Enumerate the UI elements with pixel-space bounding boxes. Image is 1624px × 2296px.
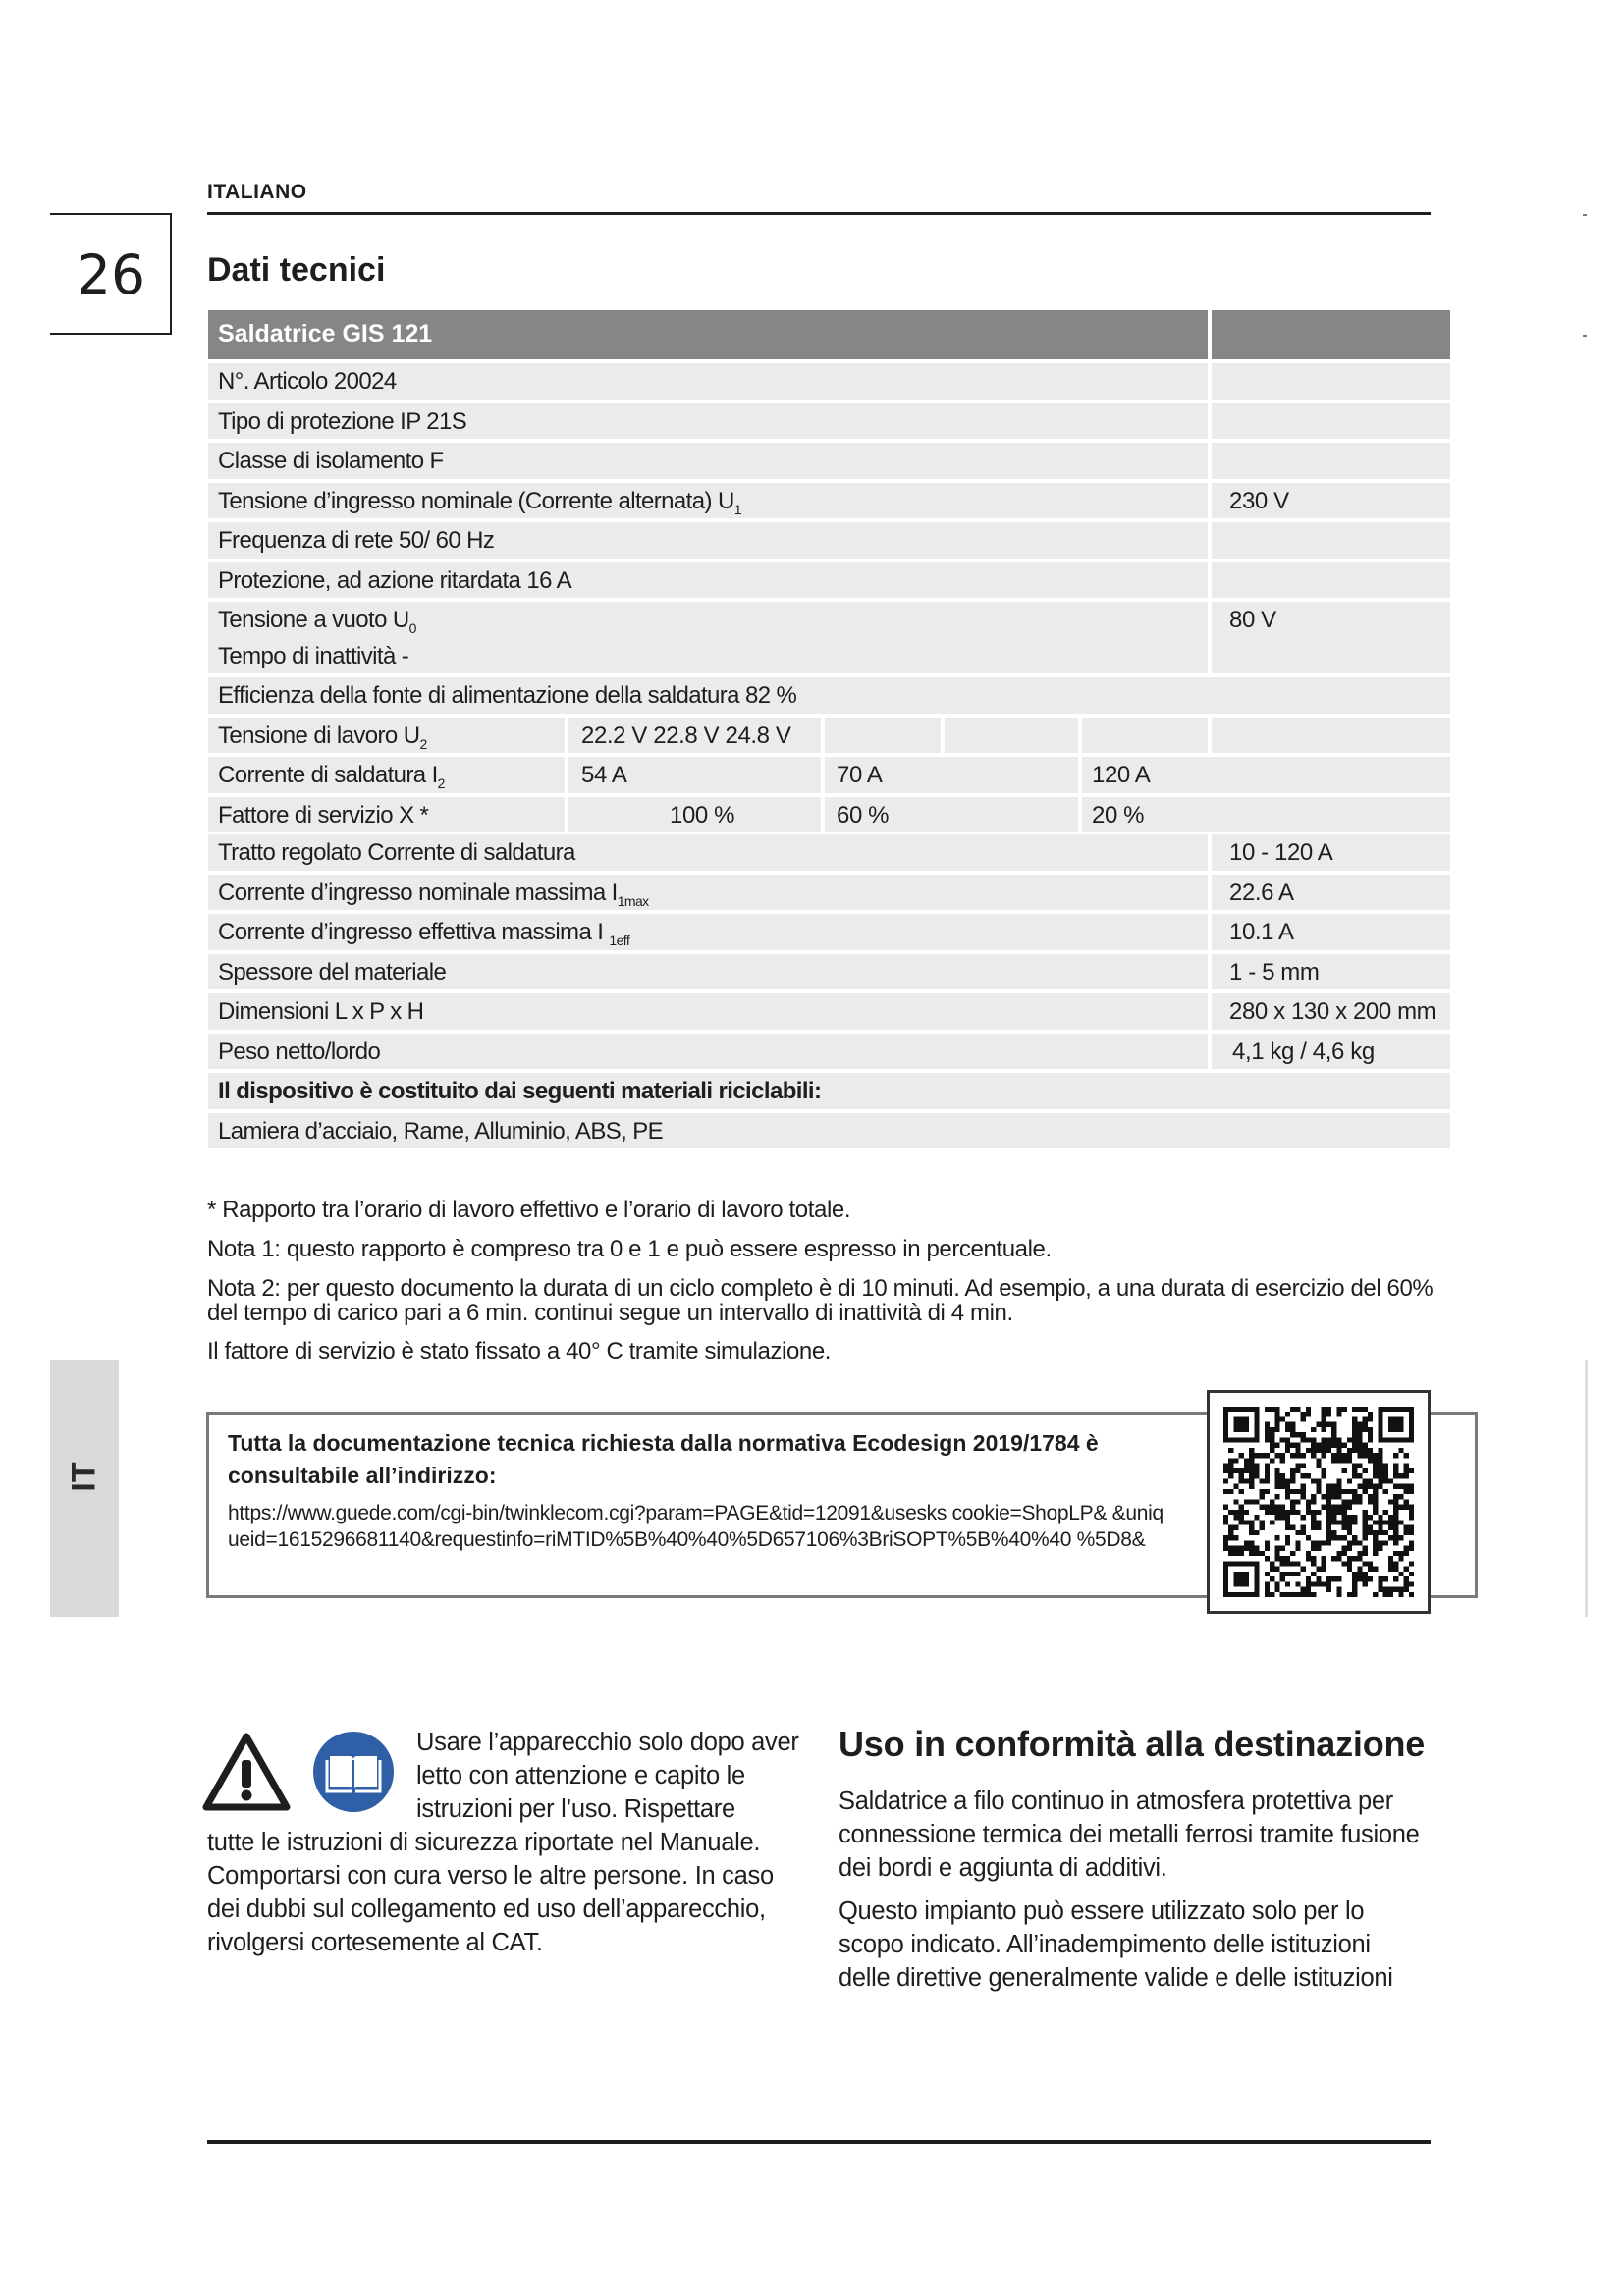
safety-text: tutte le istruzioni di sicurezza riportate nel Manuale. Comportarsi con cura verso le altre persone. In caso dei dubbi sul collegamento ed uso dell’apparecchio, rivolgersi cortesemente al CAT.: [207, 1829, 774, 1956]
table-row: Corrente d’ingresso nominale massima $I_{1max}$ 22.6 A: [208, 875, 1450, 911]
table-row: Peso netto/lordo 4,1 kg / 4,6 kg: [208, 1034, 1450, 1070]
section-title: Dati tecnici: [207, 251, 386, 289]
table-row: Classe di isolamento F: [208, 443, 1450, 479]
table-row: Tensione d’ingresso nominale (Corrente alternata) $U_1$ 230 V: [208, 483, 1450, 519]
qr-code-icon[interactable]: [1223, 1407, 1414, 1597]
materials-row: Lamiera d’acciaio, Rame, Alluminio, ABS, PE: [208, 1113, 1450, 1149]
footnotes: [207, 1198, 1435, 1378]
intended-use-title: Uso in conformità alla destinazione: [839, 1724, 1426, 1764]
table-row: Tempo di inattività -: [208, 638, 1450, 674]
table-row-multi: Fattore di servizio X * 100 % 60 % 20 %: [208, 797, 1450, 833]
read-manual-icon: [312, 1731, 395, 1813]
footer-rule: [207, 2140, 1431, 2144]
table-row-multi: Corrente di saldatura $I_2$ 54 A 70 A 120 A: [208, 757, 1450, 793]
table-header: [208, 310, 1450, 359]
table-row-multi: Tensione di lavoro $U_2$ 22.2 V 22.8 V 24.8 V: [208, 718, 1450, 754]
table-row: Tratto regolato Corrente di saldatura 10 - 120 A: [208, 834, 1450, 871]
table-row: Dimensioni L x P x H 280 x 130 x 200 mm: [208, 993, 1450, 1030]
header-rule: [207, 212, 1431, 215]
footnote: Il fattore di servizio è stato fissato a 40° C tramite simulazione.: [207, 1338, 832, 1364]
page-number: 26: [77, 243, 145, 306]
ecodesign-title: Tutta la documentazione tecnica richiesta dalla normativa Ecodesign 2019/1784 è consultabile all’indirizzo:: [228, 1430, 1099, 1488]
intended-use-paragraph: Saldatrice a filo continuo in atmosfera protettiva per connessione termica dei metalli ferrosi tramite fusione dei bordi e aggiunta di additivi.: [839, 1788, 1420, 1882]
table-row: Frequenza di rete 50/ 60 Hz: [208, 522, 1450, 559]
table-row: Corrente d’ingresso effettiva massima I $_{1eff}$ 10.1 A: [208, 914, 1450, 950]
language-header: ITALIANO: [207, 181, 307, 203]
footnote: * Rapporto tra l’orario di lavoro effettivo e l’orario di lavoro totale.: [207, 1197, 851, 1223]
intended-use-paragraph: Questo impianto può essere utilizzato solo per lo scopo indicato. All’inadempimento delle istituzioni delle direttive generalmente valide e delle istituzioni: [839, 1897, 1393, 1992]
margin-bar: [1585, 1360, 1588, 1617]
table-row: Tipo di protezione IP 21S: [208, 403, 1450, 440]
warning-triangle-icon: [202, 1731, 291, 1811]
ecodesign-url[interactable]: https://www.guede.com/cgi-bin/twinklecom.cgi?param=PAGE&tid=12091&usesks cookie=ShopLP& &uniqueid=1615296681140&requestinfo=riMTID%5B%40%40%5D657106%3BriSOPT%5B%40%40 %5D8&: [228, 1502, 1164, 1551]
table-row: Spessore del materiale 1 - 5 mm: [208, 954, 1450, 990]
spec-table: [208, 310, 1450, 1148]
materials-title-row: Il dispositivo è costituito dai seguenti materiali riciclabili:: [208, 1073, 1450, 1109]
footnote: Nota 2: per questo documento la durata di un ciclo completo è di 10 minuti. Ad esempio, a una durata di esercizio del 60% del tempo di carico pari a 6 min. continui segue un intervallo di inattività di 4 min.: [207, 1275, 1434, 1326]
safety-text-top: Usare l’apparecchio solo dopo aver letto con attenzione e capito le istruzioni per l’uso. Rispettare: [416, 1729, 799, 1823]
table-row: Tensione a vuoto $U_0$ 80 V: [208, 602, 1450, 638]
margin-tick: [1583, 214, 1587, 216]
table-row: N°. Articolo 20024: [208, 363, 1450, 400]
table-row: Protezione, ad azione ritardata 16 A: [208, 562, 1450, 599]
language-side-tab-label: IT: [65, 1462, 103, 1492]
footnote: Nota 1: questo rapporto è compreso tra 0 e 1 e può essere espresso in percentuale.: [207, 1236, 1052, 1262]
margin-tick: [1583, 335, 1587, 337]
table-row: Efficienza della fonte di alimentazione della saldatura 82 %: [208, 677, 1450, 714]
table-header-label: Saldatrice GIS 121: [218, 320, 433, 347]
